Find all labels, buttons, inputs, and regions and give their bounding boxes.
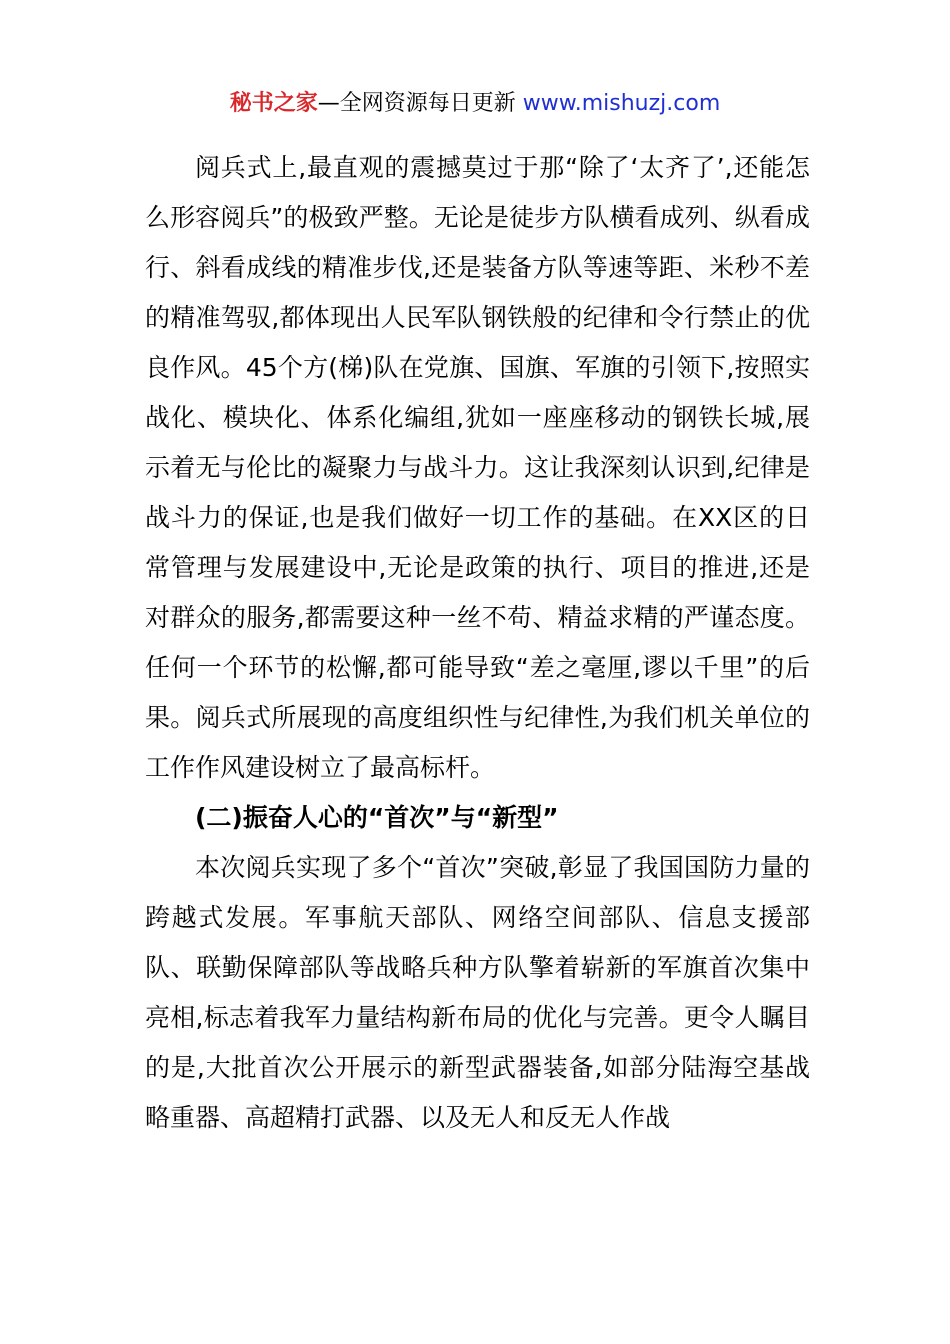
header-tagline: —全网资源每日更新 [317, 91, 523, 116]
section-heading: (二)振奋人心的“首次”与“新型” [195, 803, 559, 832]
paragraph-discipline: 阅兵式上,最直观的震撼莫过于那“除了‘太齐了’,还能怎么形容阅兵”的极致严整。无论是徒步方队横看成列、纵看成行、斜看成线的精准步伐,还是装备方队等速等距、米秒不差的精准驾驭,都体现出人民军队钢铁般的纪律和令行禁止的优良作风。45个方(梯)队在党旗、国旗、军旗的引领下,按照实战化、模块化、体系化编组,犹如一座座移动的钢铁长城,展示着无与伦比的凝聚力与战斗力。这让我深刻认识到,纪律是战斗力的保证,也是我们做好一切工作的基础。在XX区的日常管理与发展建设中,无论是政策的执行、项目的推进,还是对群众的服务,都需要这种一丝不苟、精益求精的严谨态度。任何一个环节的松懈,都可能导致“差之毫厘,谬以千里”的后果。阅兵式所展现的高度组织性与纪律性,为我们机关单位的工作作风建设树立了最高标杆。 [145, 153, 810, 782]
site-url-link[interactable]: www.mishuzj.com [522, 91, 721, 116]
document-body [145, 143, 810, 1143]
paragraph-firsts: 本次阅兵实现了多个“首次”突破,彰显了我国国防力量的跨越式发展。军事航天部队、网络空间部队、信息支援部队、联勤保障部队等战略兵种方队擎着崭新的军旗首次集中亮相,标志着我军力量结构新布局的优化与完善。更令人瞩目的是,大批首次公开展示的新型武器装备,如部分陆海空基战略重器、高超精打武器、以及无人和反无人作战 [145, 853, 810, 1132]
page-header [0, 88, 950, 120]
brand-name: 秘书之家 [229, 91, 318, 116]
